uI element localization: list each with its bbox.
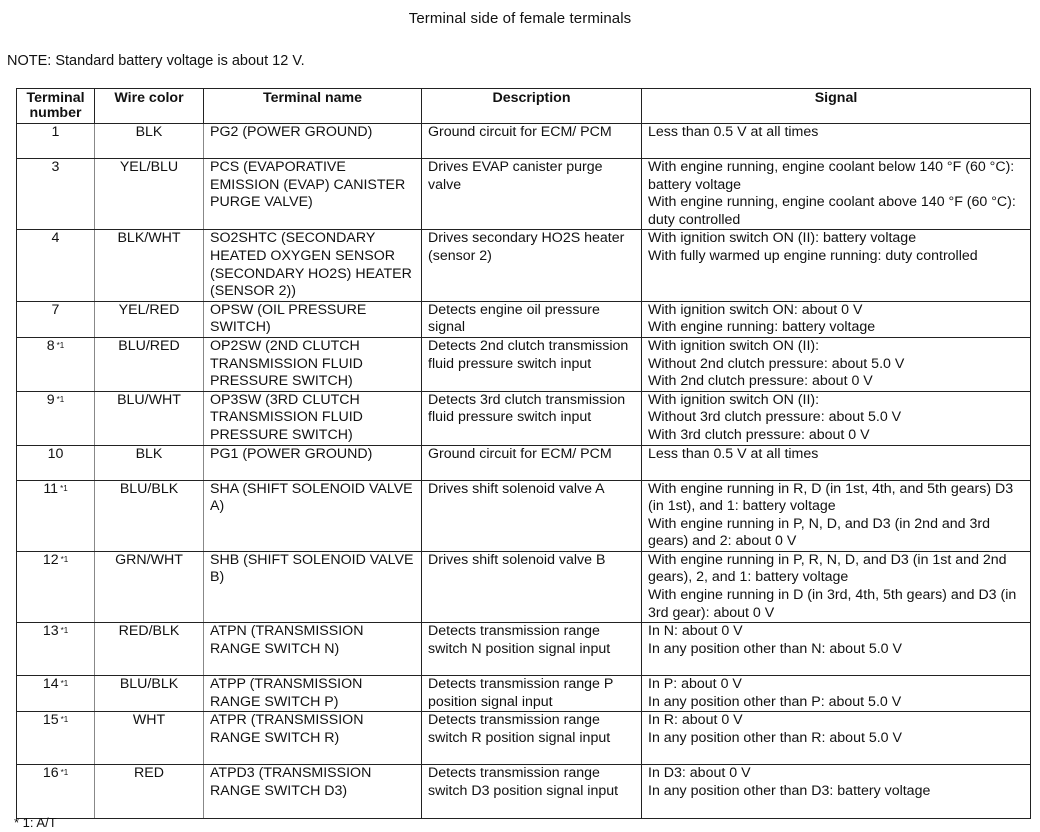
terminal-name-cell: ATPN (TRANSMISSION RANGE SWITCH N)	[204, 623, 422, 676]
description-cell: Detects transmission range switch R position signal input	[422, 712, 642, 765]
footnote-mark: *1	[60, 554, 69, 564]
terminal-number: 15	[42, 712, 59, 729]
description-cell: Drives secondary HO2S heater (sensor 2)	[422, 230, 642, 301]
terminal-number-cell	[17, 124, 95, 159]
table-row	[17, 712, 1031, 765]
table-row	[17, 480, 1031, 551]
signal-line: With engine running in D (in 3rd, 4th, 5th gears) and D3 (in 3rd gear): about 0 V	[648, 587, 1017, 621]
signal-line: Less than 0.5 V at all times	[648, 445, 819, 462]
terminal-number: 16	[42, 765, 59, 782]
signal-line: With 2nd clutch pressure: about 0 V	[648, 373, 873, 390]
wire-color-cell: RED	[95, 765, 204, 819]
wire-color-cell: RED/BLK	[95, 623, 204, 676]
signal-line: Less than 0.5 V at all times	[648, 124, 819, 140]
description-cell: Detects engine oil pressure signal	[422, 301, 642, 337]
terminal-name-cell: SHB (SHIFT SOLENOID VALVE B)	[204, 551, 422, 622]
signal-line: With engine running, engine coolant below 140 °F (60 °C): battery voltage	[648, 159, 1015, 193]
signal-line: In D3: about 0 V	[648, 765, 751, 782]
terminal-name-cell: SHA (SHIFT SOLENOID VALVE A)	[204, 480, 422, 551]
wire-color-cell: BLK	[95, 124, 204, 159]
terminal-name-cell: OP3SW (3RD CLUTCH TRANSMISSION FLUID PRESSURE SWITCH)	[204, 391, 422, 445]
signal-cell	[642, 230, 1031, 301]
description-cell: Ground circuit for ECM/ PCM	[422, 124, 642, 159]
table-row	[17, 391, 1031, 445]
signal-cell	[642, 765, 1031, 819]
signal-line: In any position other than N: about 5.0 V	[648, 640, 902, 657]
description-cell: Drives shift solenoid valve B	[422, 551, 642, 622]
terminal-number-cell	[17, 712, 95, 765]
footnote-mark: *1	[60, 768, 69, 778]
footnote-mark: *1	[56, 394, 65, 404]
wire-color-cell: YEL/RED	[95, 301, 204, 337]
signal-line: With fully warmed up engine running: duty controlled	[648, 247, 978, 264]
signal-line: With engine running: battery voltage	[648, 319, 876, 336]
signal-cell	[642, 159, 1031, 230]
terminal-name-cell: ATPP (TRANSMISSION RANGE SWITCH P)	[204, 676, 422, 712]
header-terminal-name: Terminal name	[204, 89, 422, 124]
signal-line: With engine running in P, R, N, D, and D3 (in 1st and 2nd gears), 2, and 1: battery voltage	[648, 551, 1007, 586]
footnote: * 1: A/T	[14, 815, 57, 830]
signal-line: In N: about 0 V	[648, 623, 743, 640]
terminal-number: 7	[51, 301, 60, 318]
signal-line: With engine running in R, D (in 1st, 4th, and 5th gears) D3 (in 1st), and 1: battery voltage	[648, 480, 1014, 515]
description-cell: Detects transmission range switch N position signal input	[422, 623, 642, 676]
terminal-name-cell: ATPD3 (TRANSMISSION RANGE SWITCH D3)	[204, 765, 422, 819]
signal-cell	[642, 623, 1031, 676]
signal-cell	[642, 551, 1031, 622]
signal-line: With engine running, engine coolant above 140 °F (60 °C): duty controlled	[648, 194, 1016, 228]
table-row	[17, 445, 1031, 480]
footnote-mark: *1	[60, 626, 69, 636]
table-row	[17, 337, 1031, 391]
header-signal: Signal	[642, 89, 1031, 124]
footnote-mark: *1	[60, 679, 69, 689]
terminal-number-cell	[17, 391, 95, 445]
signal-line: With 3rd clutch pressure: about 0 V	[648, 426, 870, 443]
description-cell: Ground circuit for ECM/ PCM	[422, 445, 642, 480]
signal-line: In any position other than D3: battery voltage	[648, 783, 931, 800]
terminal-number-cell	[17, 765, 95, 819]
terminal-name-cell: OPSW (OIL PRESSURE SWITCH)	[204, 301, 422, 337]
terminal-number-cell	[17, 623, 95, 676]
terminal-number: 10	[47, 445, 64, 462]
table-body	[17, 124, 1031, 819]
terminal-number-cell	[17, 337, 95, 391]
signal-line: Without 2nd clutch pressure: about 5.0 V	[648, 355, 905, 372]
battery-voltage-note: NOTE: Standard battery voltage is about 12 V.	[7, 53, 305, 69]
terminal-name-cell: SO2SHTC (SECONDARY HEATED OXYGEN SENSOR (SECONDARY HO2S) HEATER (SENSOR 2))	[204, 230, 422, 301]
signal-cell	[642, 391, 1031, 445]
header-wire-color: Wire color	[95, 89, 204, 124]
terminal-number-cell	[17, 301, 95, 337]
signal-line: In any position other than P: about 5.0 V	[648, 693, 902, 710]
description-cell: Detects 2nd clutch transmission fluid pressure switch input	[422, 337, 642, 391]
terminal-number-cell	[17, 551, 95, 622]
terminal-number: 4	[51, 230, 60, 247]
footnote-mark: *1	[60, 483, 68, 493]
terminal-number-cell	[17, 676, 95, 712]
signal-cell	[642, 676, 1031, 712]
signal-line: In P: about 0 V	[648, 676, 742, 693]
wire-color-cell: WHT	[95, 712, 204, 765]
wire-color-cell: BLU/BLK	[95, 480, 204, 551]
footnote-mark: *1	[56, 340, 65, 350]
signal-cell	[642, 337, 1031, 391]
terminal-number: 13	[42, 623, 59, 640]
table-row	[17, 159, 1031, 230]
footnote-mark: *1	[60, 715, 69, 725]
signal-line: With ignition switch ON (II): battery voltage	[648, 230, 917, 247]
terminal-number: 14	[42, 676, 59, 693]
signal-cell	[642, 301, 1031, 337]
signal-line: With ignition switch ON: about 0 V	[648, 301, 863, 318]
signal-line: In R: about 0 V	[648, 712, 743, 729]
description-cell: Drives shift solenoid valve A	[422, 480, 642, 551]
wire-color-cell: BLU/BLK	[95, 676, 204, 712]
header-description: Description	[422, 89, 642, 124]
table-row	[17, 124, 1031, 159]
signal-line: With engine running in P, N, D, and D3 (in 2nd and 3rd gears) and 2: about 0 V	[648, 515, 991, 550]
page-title: Terminal side of female terminals	[408, 10, 632, 27]
terminal-name-cell: PG2 (POWER GROUND)	[204, 124, 422, 159]
signal-cell	[642, 712, 1031, 765]
signal-line: Without 3rd clutch pressure: about 5.0 V	[648, 409, 902, 426]
terminal-number-cell	[17, 445, 95, 480]
terminal-number-cell	[17, 230, 95, 301]
wire-color-cell: BLK/WHT	[95, 230, 204, 301]
terminal-number-cell	[17, 159, 95, 230]
description-cell: Detects transmission range P position signal input	[422, 676, 642, 712]
signal-line: With ignition switch ON (II):	[648, 337, 820, 354]
terminal-number: 11	[43, 480, 59, 497]
wire-color-cell: BLU/WHT	[95, 391, 204, 445]
wire-color-cell: BLK	[95, 445, 204, 480]
table-header-row	[17, 89, 1031, 124]
terminal-number-cell	[17, 480, 95, 551]
signal-line: In any position other than R: about 5.0 V	[648, 730, 902, 747]
description-cell: Detects 3rd clutch transmission fluid pressure switch input	[422, 391, 642, 445]
terminal-name-cell: ATPR (TRANSMISSION RANGE SWITCH R)	[204, 712, 422, 765]
wire-color-cell: BLU/RED	[95, 337, 204, 391]
signal-cell	[642, 124, 1031, 159]
table-row	[17, 551, 1031, 622]
table-row	[17, 676, 1031, 712]
terminal-name-cell: PCS (EVAPORATIVE EMISSION (EVAP) CANISTER PURGE VALVE)	[204, 159, 422, 230]
table-row	[17, 623, 1031, 676]
terminal-number: 3	[51, 159, 60, 175]
signal-cell	[642, 480, 1031, 551]
table-row	[17, 230, 1031, 301]
terminal-number: 12	[42, 551, 59, 568]
terminal-name-cell: OP2SW (2ND CLUTCH TRANSMISSION FLUID PRESSURE SWITCH)	[204, 337, 422, 391]
description-cell: Detects transmission range switch D3 position signal input	[422, 765, 642, 819]
table-row	[17, 301, 1031, 337]
signal-cell	[642, 445, 1031, 480]
signal-line: With ignition switch ON (II):	[648, 391, 820, 408]
terminal-table	[16, 88, 1031, 819]
wire-color-cell: YEL/BLU	[95, 159, 204, 230]
table-row	[17, 765, 1031, 819]
terminal-name-cell: PG1 (POWER GROUND)	[204, 445, 422, 480]
wire-color-cell: GRN/WHT	[95, 551, 204, 622]
header-terminal-number: Terminal number	[17, 89, 95, 124]
terminal-number: 9	[46, 391, 55, 408]
terminal-number: 8	[46, 337, 55, 354]
description-cell: Drives EVAP canister purge valve	[422, 159, 642, 230]
terminal-number: 1	[51, 124, 60, 140]
